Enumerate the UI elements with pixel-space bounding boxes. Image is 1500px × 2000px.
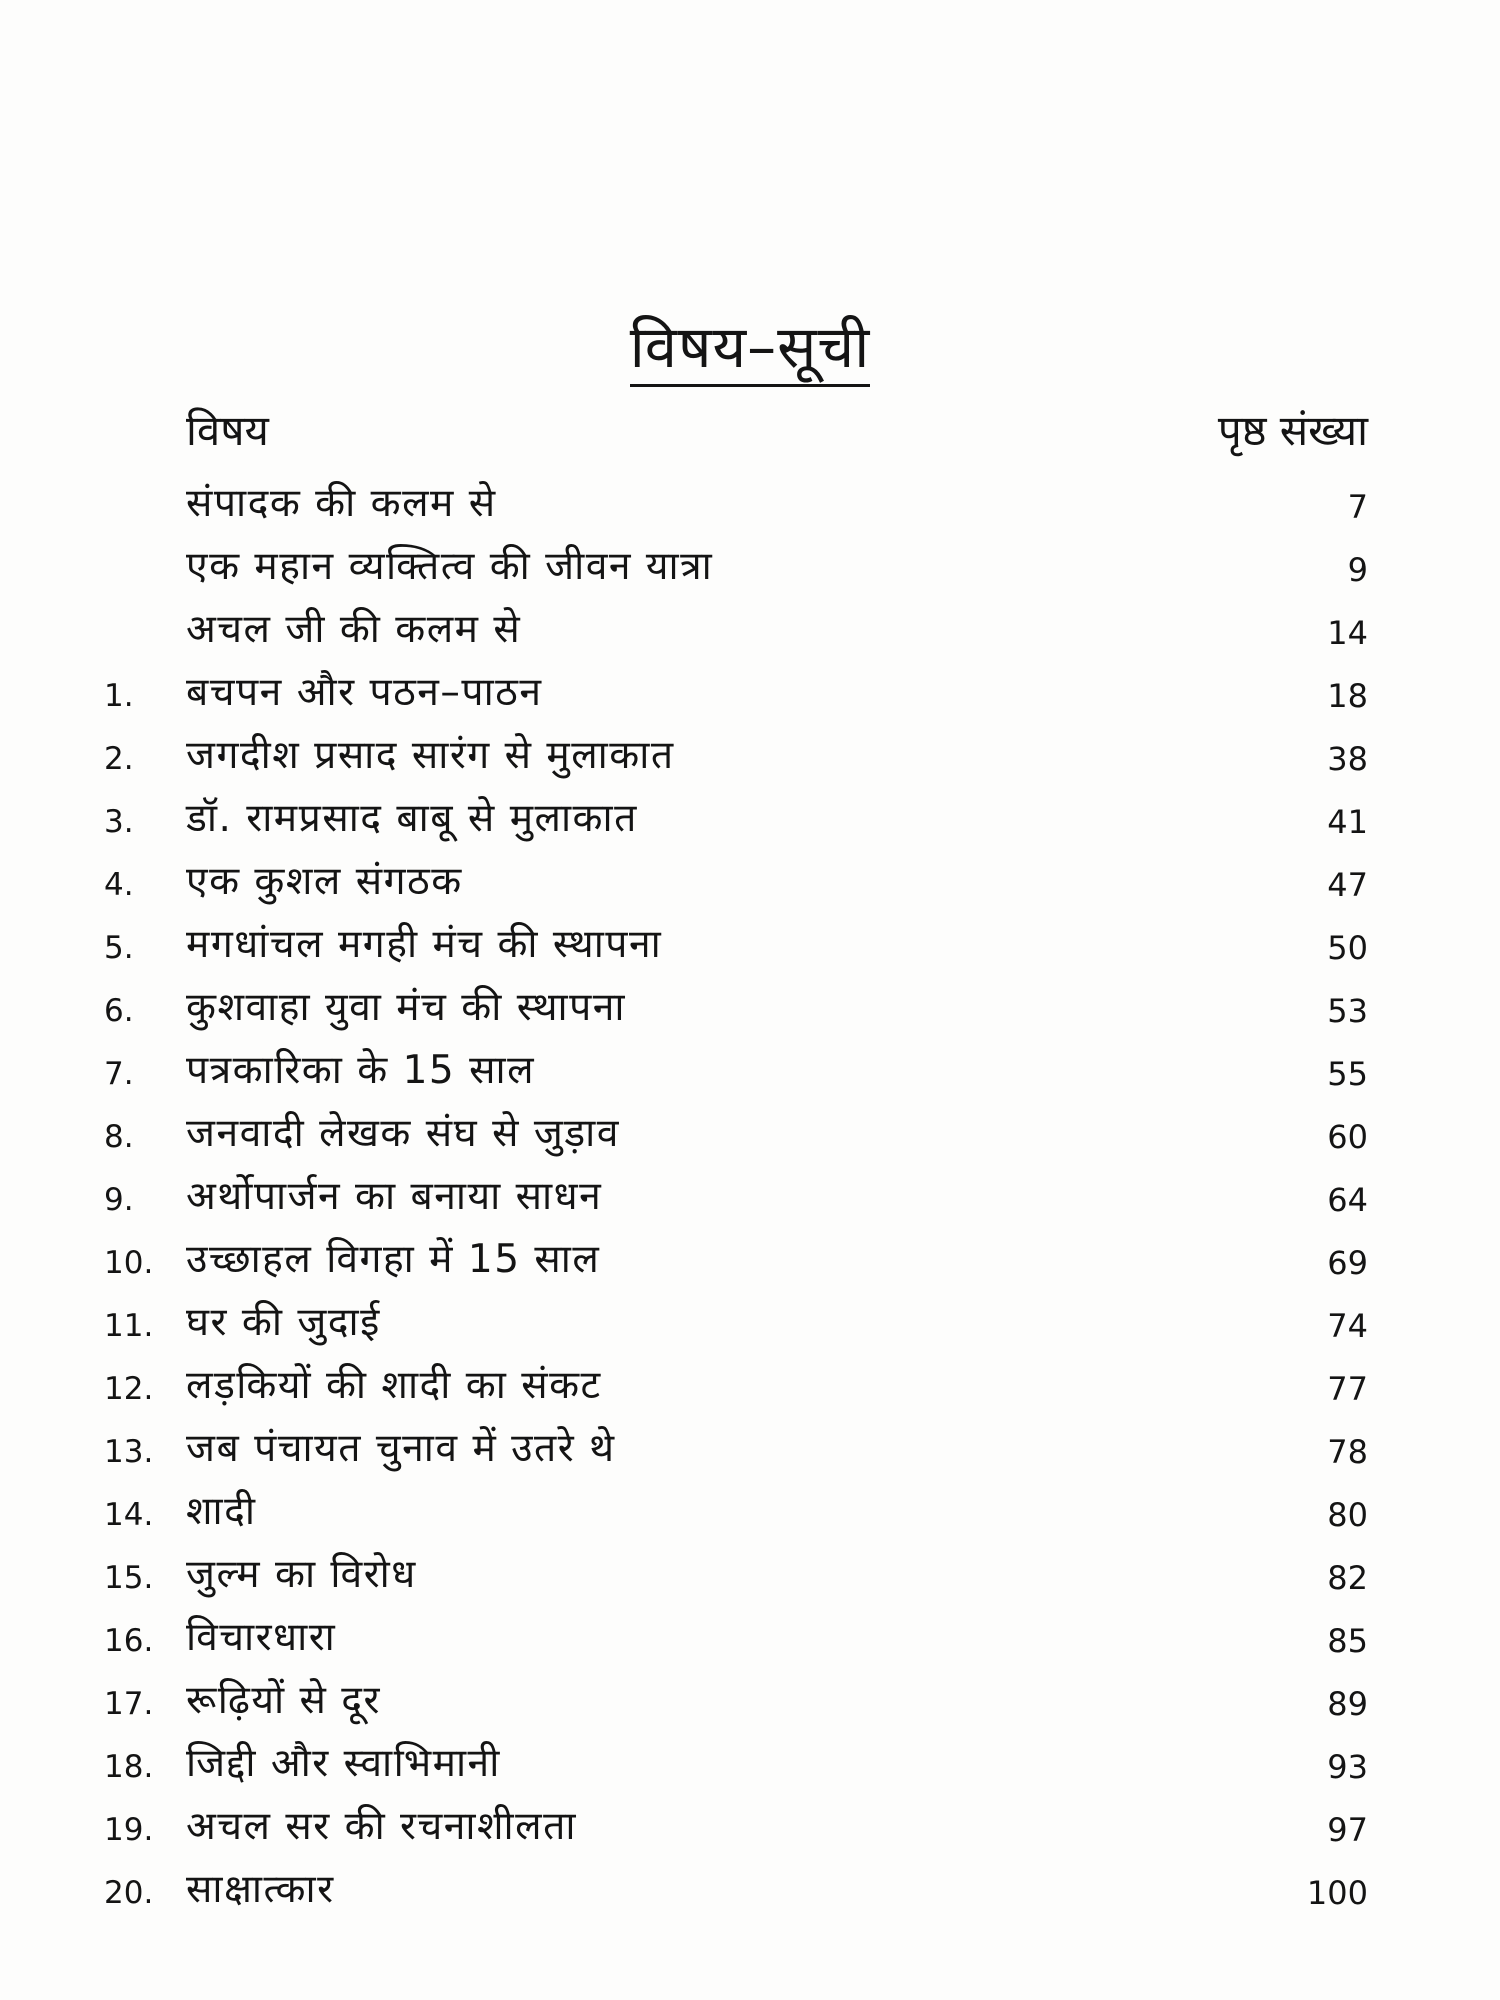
toc-entry (0, 1791, 1500, 1854)
toc-entry-page: 74 (1327, 1307, 1368, 1345)
toc-entry (0, 909, 1500, 972)
column-header-topic: विषय (186, 406, 269, 455)
toc-entry-page: 69 (1327, 1244, 1368, 1282)
toc-entry-title: डॉ. रामप्रसाद बाबू से मुलाकात (186, 796, 638, 841)
toc-entry-page: 89 (1327, 1685, 1368, 1723)
toc-entry-title: उच्छाहल विगहा में 15 साल (186, 1237, 601, 1282)
toc-entry-page: 14 (1327, 614, 1368, 652)
toc-entry-page: 38 (1327, 740, 1368, 778)
toc-entry-title: एक महान व्यक्तित्व की जीवन यात्रा (186, 544, 714, 589)
toc-entry-page: 93 (1327, 1748, 1368, 1786)
toc-entry-number: 3. (104, 804, 134, 840)
toc-entry-page: 64 (1327, 1181, 1368, 1219)
toc-entry-title: जब पंचायत चुनाव में उतरे थे (186, 1426, 616, 1471)
toc-entry (0, 1350, 1500, 1413)
toc-entry-title: शादी (186, 1489, 257, 1534)
toc-entry-page: 41 (1327, 803, 1368, 841)
toc-entry (0, 1287, 1500, 1350)
toc-entry (0, 594, 1500, 657)
toc-entry (0, 1665, 1500, 1728)
toc-list (0, 468, 1500, 1917)
toc-entry-number: 10. (104, 1245, 154, 1281)
toc-entry-title: साक्षात्कार (186, 1867, 335, 1912)
toc-entry-title: जुल्म का विरोध (186, 1552, 417, 1597)
toc-entry-page: 9 (1347, 551, 1368, 589)
toc-entry-page: 50 (1327, 929, 1368, 967)
toc-entry-title: विचारधारा (186, 1615, 337, 1660)
toc-entry-page: 100 (1306, 1874, 1368, 1912)
toc-entry-number: 19. (104, 1812, 154, 1848)
toc-entry-title: जगदीश प्रसाद सारंग से मुलाकात (186, 733, 675, 778)
toc-entry-number: 5. (104, 930, 134, 966)
toc-entry-number: 20. (104, 1875, 154, 1911)
toc-entry-title: अर्थोपार्जन का बनाया साधन (186, 1174, 603, 1219)
toc-entry-page: 47 (1327, 866, 1368, 904)
page-title-wrapper (0, 313, 1500, 387)
toc-entry (0, 783, 1500, 846)
toc-entry (0, 1728, 1500, 1791)
toc-entry-number: 8. (104, 1119, 134, 1155)
toc-entry (0, 657, 1500, 720)
toc-entry-page: 80 (1327, 1496, 1368, 1534)
toc-entry (0, 468, 1500, 531)
toc-entry-title: जिद्दी और स्वाभिमानी (186, 1741, 501, 1786)
toc-entry-page: 18 (1327, 677, 1368, 715)
toc-entry-title: रूढ़ियों से दूर (186, 1678, 381, 1723)
toc-entry-title: घर की जुदाई (186, 1300, 381, 1345)
toc-entry-number: 16. (104, 1623, 154, 1659)
toc-entry-number: 9. (104, 1182, 134, 1218)
toc-entry-page: 85 (1327, 1622, 1368, 1660)
toc-entry-number: 2. (104, 741, 134, 777)
toc-entry (0, 846, 1500, 909)
toc-entry-page: 77 (1327, 1370, 1368, 1408)
toc-entry-number: 13. (104, 1434, 154, 1470)
toc-entry-title: अचल सर की रचनाशीलता (186, 1804, 577, 1849)
toc-entry-number: 6. (104, 993, 134, 1029)
toc-entry (0, 1224, 1500, 1287)
toc-entry-number: 11. (104, 1308, 154, 1344)
toc-entry-title: लड़कियों की शादी का संकट (186, 1363, 602, 1408)
toc-entry-title: बचपन और पठन–पाठन (186, 670, 543, 715)
toc-entry (0, 1539, 1500, 1602)
toc-entry (0, 1854, 1500, 1917)
toc-entry (0, 1602, 1500, 1665)
toc-entry-number: 7. (104, 1056, 134, 1092)
toc-entry (0, 1035, 1500, 1098)
toc-entry (0, 1161, 1500, 1224)
toc-entry-page: 53 (1327, 992, 1368, 1030)
toc-entry-number: 12. (104, 1371, 154, 1407)
toc-entry (0, 720, 1500, 783)
toc-entry-title: कुशवाहा युवा मंच की स्थापना (186, 985, 627, 1030)
toc-entry-number: 14. (104, 1497, 154, 1533)
toc-entry (0, 531, 1500, 594)
toc-entry-page: 97 (1327, 1811, 1368, 1849)
toc-entry-title: जनवादी लेखक संघ से जुड़ाव (186, 1111, 620, 1156)
toc-entry-page: 60 (1327, 1118, 1368, 1156)
toc-entry-number: 4. (104, 867, 134, 903)
toc-entry-title: संपादक की कलम से (186, 481, 497, 526)
toc-entry-page: 7 (1347, 488, 1368, 526)
toc-entry-number: 17. (104, 1686, 154, 1722)
toc-entry-page: 78 (1327, 1433, 1368, 1471)
toc-entry-number: 18. (104, 1749, 154, 1785)
toc-entry-number: 1. (104, 678, 134, 714)
toc-entry-title: एक कुशल संगठक (186, 859, 463, 904)
toc-entry-page: 82 (1327, 1559, 1368, 1597)
toc-entry (0, 1413, 1500, 1476)
toc-entry-title: पत्रकारिका के 15 साल (186, 1048, 536, 1093)
page-title: विषय–सूची (630, 318, 871, 387)
toc-entry-title: मगधांचल मगही मंच की स्थापना (186, 922, 663, 967)
toc-entry-title: अचल जी की कलम से (186, 607, 522, 652)
column-header-page: पृष्ठ संख्या (1217, 406, 1368, 455)
toc-entry (0, 1098, 1500, 1161)
toc-entry-page: 55 (1327, 1055, 1368, 1093)
toc-entry (0, 1476, 1500, 1539)
toc-entry (0, 972, 1500, 1035)
toc-entry-number: 15. (104, 1560, 154, 1596)
